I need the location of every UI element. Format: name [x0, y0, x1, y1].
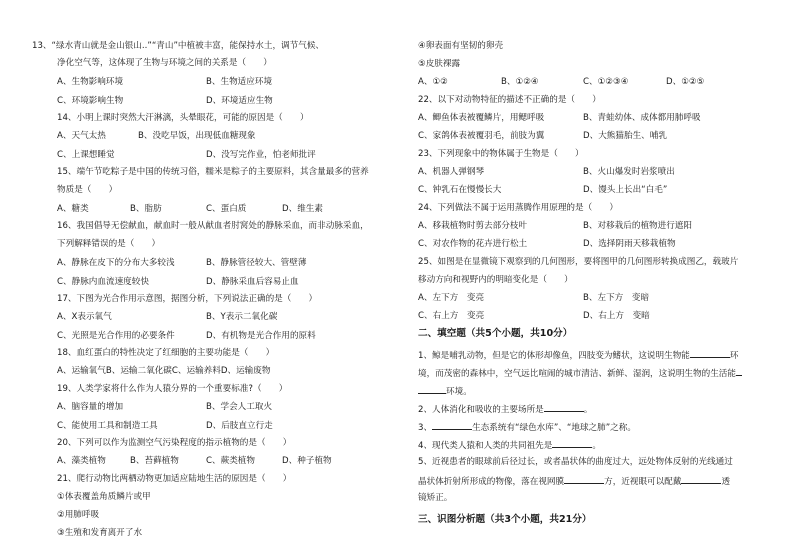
q14-option-b: B、没吃早饭，出现低血糖现象 [138, 131, 256, 141]
q16-option-a: A、静脉在皮下的分布大多较浅 [57, 258, 175, 268]
q18-options: A、运输氧气B、运输二氧化碳C、运输养料D、运输废物 [57, 366, 271, 376]
fill-1-line-3 [418, 384, 472, 398]
q20-option-a: A、藻类植物 [57, 456, 106, 466]
fill-4-blank[interactable] [552, 438, 592, 448]
fill-4-text: 4、现代类人猿和人类的共同祖先是 [418, 441, 553, 451]
q20-option-c: C、蕨类植物 [206, 456, 255, 466]
q21-choice-2: ②用肺呼吸 [57, 510, 100, 520]
q20-stem: 20、下列可以作为监测空气污染程度的指示植物的是（ ） [57, 438, 292, 448]
q14-option-c: C、上课想睡觉 [57, 150, 115, 160]
fill-2-text: 2、人体消化和吸收的主要场所是 [418, 405, 544, 415]
q14-option-a: A、天气太热 [57, 131, 106, 141]
fill-5-text-a: 晶状体折射所形成的物像，落在视网膜 [418, 477, 565, 487]
q15-stem-cont: 物质是（ ） [57, 185, 118, 195]
section-2-heading: 二、填空题（共5个小题，共10分） [418, 328, 573, 339]
fill-5-line-1: 5、近视患者的眼球前后径过长，或者晶状体的曲度过大，远处物体反射的光线通过 [418, 457, 733, 467]
q19-option-c: C、能使用工具和制造工具 [57, 421, 158, 431]
q14-option-d: D、没写完作业，怕老师批评 [206, 150, 316, 160]
q19-option-a: A、脑容量的增加 [57, 402, 124, 412]
q24-option-a: A、移栽植物时剪去部分枝叶 [418, 221, 528, 231]
q21-option-c: C、①②③④ [583, 77, 629, 87]
q25-option-d: D、右上方 变暗 [583, 311, 650, 321]
fill-5-blank-2[interactable] [681, 474, 721, 484]
q19-option-d: D、后肢直立行走 [206, 421, 273, 431]
q21-choice-1: ①体表覆盖角质鳞片或甲 [57, 492, 151, 502]
fill-1-text: 1、鲸是哺乳动物，但是它的体形却像鱼，四肢变为鳍状，这说明生物能 [418, 351, 690, 361]
q21-option-a: A、①② [418, 77, 448, 87]
q16-stem-cont: 下列解释错误的是（ ） [57, 239, 161, 249]
q19-stem: 19、人类学家将什么作为人猿分界的一个重要标准?（ ） [57, 384, 288, 394]
q13-stem-cont: 净化空气等，这体现了生物与环境之间的关系是（ ） [57, 58, 272, 68]
fill-1-blank-1[interactable] [690, 348, 730, 358]
q13-option-b: B、生物适应环境 [206, 77, 273, 87]
q25-stem-cont: 移动方向和视野内的明暗变化是（ ） [418, 275, 573, 285]
q24-stem: 24、下列做法不属于运用蒸腾作用原理的是（ ） [418, 203, 618, 213]
fill-3-blank[interactable] [432, 420, 472, 430]
q15-option-b: B、脂肪 [130, 204, 162, 214]
q17-option-a: A、X表示氧气 [57, 312, 112, 322]
q13-option-a: A、生物影响环境 [57, 77, 124, 87]
q25-option-b: B、左下方 变暗 [583, 293, 650, 303]
fill-3 [418, 420, 636, 434]
q23-option-b: B、火山爆发时岩浆喷出 [583, 167, 675, 177]
q23-option-c: C、钟乳石在慢慢长大 [418, 185, 502, 195]
q14-stem: 14、小明上课时突然大汗淋漓，头晕眼花，可能的原因是（ ） [57, 113, 309, 123]
q13-stem: 13、“绿水青山就是金山银山..”“青山”中植被丰富，能保持水土，调节气候、 [32, 41, 325, 51]
q25-stem: 25、如图是在显微镜下观察到的几何图形，要将图甲的几何图形转换成图乙，载玻片 [418, 257, 739, 267]
fill-4 [418, 438, 601, 452]
fill-1-text-3: 环境。 [446, 387, 472, 397]
fill-2-end: 。 [583, 405, 593, 415]
q16-stem: 16、我国倡导无偿献血，献血时一般从献血者肘窝处的静脉采血，而非动脉采血， [57, 221, 369, 231]
q15-option-d: D、维生素 [282, 204, 323, 214]
q25-option-a: A、左下方 变亮 [418, 293, 485, 303]
q21-option-d: D、①②⑤ [666, 77, 705, 87]
q20-option-b: B、苔藓植物 [130, 456, 179, 466]
q19-option-b: B、学会人工取火 [206, 402, 273, 412]
q18-stem: 18、血红蛋白的特性决定了红细胞的主要功能是（ ） [57, 348, 275, 358]
q25-option-c: C、右上方 变亮 [418, 311, 485, 321]
q16-option-b: B、静脉管径较大、管壁薄 [206, 258, 307, 268]
q16-option-d: D、静脉采血后容易止血 [206, 277, 299, 287]
section-3-heading: 三、识图分析题（共3个小题，共21分） [418, 514, 592, 525]
q22-option-b: B、青蛙幼体、成体都用肺呼吸 [583, 113, 701, 123]
q23-stem: 23、下列现象中的物体属于生物是（ ） [418, 149, 584, 159]
fill-1-blank-2[interactable] [736, 366, 742, 376]
fill-1-text-2: 境，而茂密的森林中，空气远比喧闹的城市清洁、新鲜、湿润，这说明生物的生活能 [418, 369, 736, 379]
q15-option-a: A、糖类 [57, 204, 89, 214]
fill-5-blank-1[interactable] [564, 474, 604, 484]
fill-1-line-1 [418, 348, 739, 362]
q15-option-c: C、蛋白质 [206, 204, 247, 214]
q24-option-d: D、选择阴雨天移栽植物 [583, 239, 676, 249]
q23-option-d: D、馒头上长出“白毛” [583, 185, 668, 195]
q13-option-d: D、环境适应生物 [206, 96, 273, 106]
q21-choice-3: ③生殖和发育离开了水 [57, 528, 143, 538]
q16-option-c: C、静脉内血流速度较快 [57, 277, 149, 287]
q17-option-b: B、Y表示二氧化碳 [206, 312, 278, 322]
fill-4-end: 。 [592, 441, 601, 451]
q21-stem: 21、爬行动物比两栖动物更加适应陆地生活的原因是（ ） [57, 474, 292, 484]
fill-1-tail: 环 [729, 351, 739, 361]
q21-option-b: B、①②④ [501, 77, 539, 87]
q22-stem: 22、以下对动物特征的描述不正确的是（ ） [418, 95, 601, 105]
q22-option-a: A、鲫鱼体表被覆鳞片，用鳃呼吸 [418, 113, 545, 123]
fill-3-text: 生态系统有“绿色水库”、“地球之肺”之称。 [472, 423, 636, 433]
q13-option-c: C、环境影响生物 [57, 96, 124, 106]
fill-2 [418, 402, 592, 416]
fill-2-blank[interactable] [544, 402, 584, 412]
q17-option-c: C、光照是光合作用的必要条件 [57, 331, 175, 341]
q21-choice-5: ⑤皮肤裸露 [418, 59, 461, 69]
fill-5-text-c: 透 [721, 477, 731, 487]
fill-1-blank-2-cont[interactable] [418, 384, 446, 394]
q17-option-d: D、有机物是光合作用的原料 [206, 331, 316, 341]
fill-5-line-2 [418, 474, 730, 488]
fill-3-num: 3、 [418, 423, 433, 433]
q20-option-d: D、种子植物 [282, 456, 332, 466]
q24-option-b: B、对移栽后的植物进行遮阳 [583, 221, 693, 231]
fill-5-text-b: 方，近视眼可以配戴 [604, 477, 682, 487]
q17-stem: 17、下图为光合作用示意图，据图分析，下列说法正确的是（ ） [57, 294, 318, 304]
q15-stem: 15、端午节吃粽子是中国的传统习俗，糯米是粽子的主要原料，其含量最多的营养 [57, 167, 369, 177]
q24-option-c: C、对农作物的花卉进行松土 [418, 239, 528, 249]
q21-choice-4: ④卵表面有坚韧的卵壳 [418, 41, 504, 51]
fill-5-line-3: 镜矫正。 [418, 493, 453, 503]
q22-option-c: C、家鸽体表被覆羽毛，前肢为翼 [418, 131, 545, 141]
q23-option-a: A、机器人弹钢琴 [418, 167, 485, 177]
fill-1-line-2 [418, 366, 742, 380]
q22-option-d: D、大熊猫胎生、哺乳 [583, 131, 667, 141]
